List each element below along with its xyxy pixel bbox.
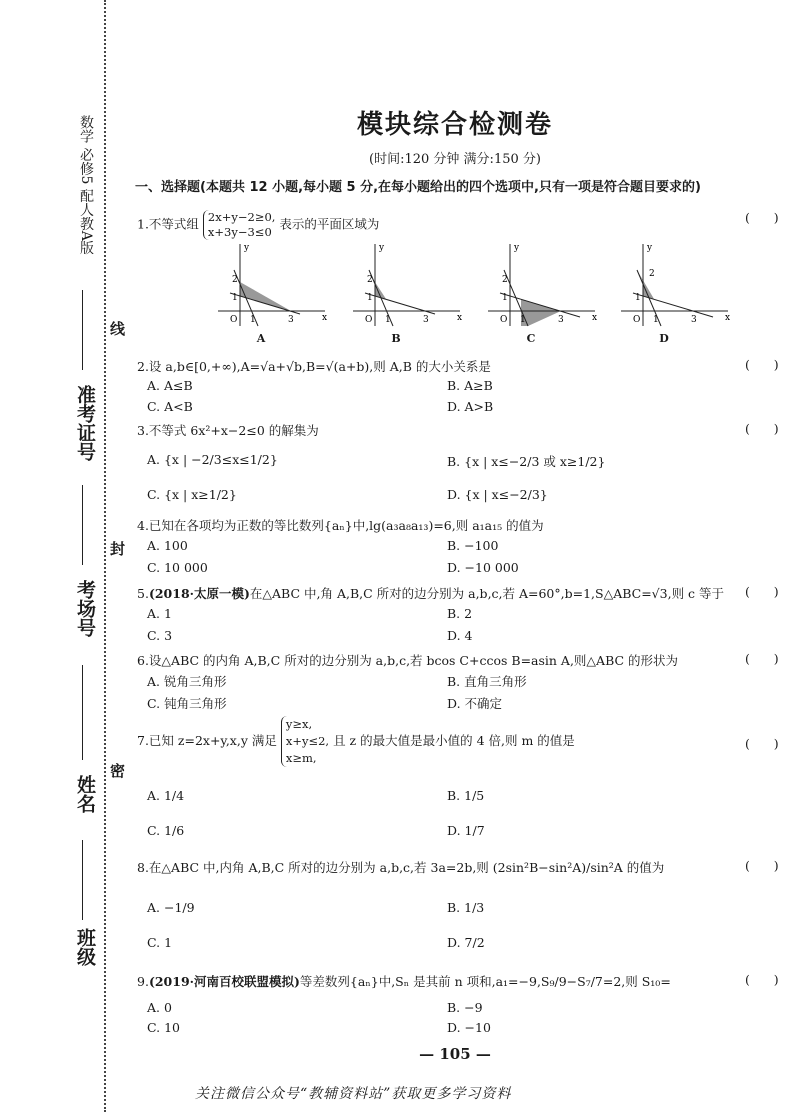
q5-number: 5. <box>137 586 149 601</box>
q1-tail: 表示的平面区域为 <box>279 216 380 232</box>
q2-option-a[interactable]: A. A≤B <box>147 378 193 393</box>
figure-b-x-tick-3: 3 <box>423 315 429 325</box>
figure-a-x-tick-3: 3 <box>288 315 294 325</box>
question-3: 3.不等式 6x²+x−2≤0 的解集为 <box>137 423 319 438</box>
figure-a-y-tick-2: 2 <box>232 275 238 285</box>
question-1 <box>137 210 379 240</box>
figure-c-y-label: y <box>514 243 520 253</box>
q4-option-c[interactable]: C. 10 000 <box>147 560 208 575</box>
q9-source: (2019·河南百校联盟模拟) <box>148 974 300 989</box>
q3-option-a[interactable]: A. {x | −2/3≤x≤1/2} <box>147 452 278 467</box>
figure-d-origin: O <box>633 315 641 325</box>
class-label: 班级 <box>74 928 96 966</box>
question-6: 6.设△ABC 的内角 A,B,C 所对的边分别为 a,b,c,若 bcos C+ccos B=asin A,则△ABC 的形状为 <box>137 653 679 668</box>
exam-room-field <box>72 580 99 637</box>
name-label: 姓名 <box>74 775 96 813</box>
q7-option-a[interactable]: A. 1/4 <box>147 788 185 803</box>
figure-d-y-label: y <box>647 243 653 253</box>
q7-ineq-2: x+y≤2, <box>285 734 330 748</box>
q7-option-b[interactable]: B. 1/5 <box>447 788 485 803</box>
q6-option-c[interactable]: C. 钝角三角形 <box>147 696 227 711</box>
q9-answer-blank[interactable]: ( ) <box>745 972 779 987</box>
q6-option-b[interactable]: B. 直角三角形 <box>447 674 527 689</box>
figure-b-y-tick-1: 1 <box>367 293 373 303</box>
q2-option-d[interactable]: D. A>B <box>447 399 494 414</box>
q7-option-d[interactable]: D. 1/7 <box>447 823 485 838</box>
q8-answer-blank[interactable]: ( ) <box>745 858 779 873</box>
seal-seal: 封 <box>110 540 126 558</box>
figure-a-y-tick-1: 1 <box>232 293 238 303</box>
exam-room-blank <box>82 485 83 565</box>
q1-ineq-1: 2x+y−2≥0, <box>207 210 276 224</box>
figure-a-label: A <box>256 332 266 345</box>
figure-d-line-2 <box>633 293 713 317</box>
q8-option-b[interactable]: B. 1/3 <box>447 900 485 915</box>
name-field <box>72 775 99 813</box>
q7-option-c[interactable]: C. 1/6 <box>147 823 185 838</box>
q5-stem: 在△ABC 中,角 A,B,C 所对的边分别为 a,b,c,若 A=60°,b=1,S△ABC=√3,则 c 等于 <box>249 586 725 601</box>
q9-stem: 等差数列{aₙ}中,Sₙ 是其前 n 项和,a₁=−9,S₉/9−S₇/7=2,则 S₁₀= <box>299 974 671 989</box>
figure-a-region <box>240 282 291 311</box>
figure-d-graph <box>613 240 733 330</box>
section-heading: 一、选择题(本题共 12 小题,每小题 5 分,在每小题给出的四个选项中,只有一项是符合题目要求的) <box>135 180 701 195</box>
figure-b-origin: O <box>365 315 373 325</box>
q9-option-a[interactable]: A. 0 <box>147 1000 172 1015</box>
exam-time-info: (时间:120 分钟 满分:150 分) <box>369 152 541 167</box>
figure-b-graph <box>345 240 465 330</box>
question-7 <box>137 716 575 767</box>
figure-b-y-tick-2: 2 <box>367 275 373 285</box>
figure-d-y-tick-1: 1 <box>635 293 641 303</box>
q4-option-a[interactable]: A. 100 <box>147 538 188 553</box>
q3-option-b[interactable]: B. {x | x≤−2/3 或 x≥1/2} <box>447 454 606 469</box>
q5-option-b[interactable]: B. 2 <box>447 606 473 621</box>
figure-c-x-tick-3: 3 <box>558 315 564 325</box>
q7-ineq-1: y≥x, <box>285 717 313 731</box>
q1-answer-blank[interactable]: ( ) <box>745 210 779 225</box>
q1-system <box>203 210 276 240</box>
figure-c-graph <box>480 240 600 330</box>
q2-option-c[interactable]: C. A<B <box>147 399 193 414</box>
q7-pre: 7.已知 z=2x+y,x,y 满足 <box>137 733 277 748</box>
figure-a-x-tick-1: 1 <box>250 315 256 325</box>
q2-answer-blank[interactable]: ( ) <box>745 357 779 372</box>
question-5 <box>137 584 724 602</box>
figure-c-origin: O <box>500 315 508 325</box>
question-2: 2.设 a,b∈[0,+∞),A=√a+√b,B=√(a+b),则 A,B 的大小关系是 <box>137 359 491 374</box>
figure-d-y-tick-2: 2 <box>649 269 655 279</box>
q5-answer-blank[interactable]: ( ) <box>745 584 779 599</box>
seal-line: 线 <box>110 320 126 338</box>
q7-system <box>281 716 329 767</box>
q5-source: (2018·太原一模) <box>148 586 250 601</box>
exam-number-field <box>72 385 99 461</box>
binding-dotted-line <box>104 0 106 1112</box>
page-title: 模块综合检测卷 <box>356 110 553 140</box>
q9-number: 9. <box>137 974 149 989</box>
q5-option-a[interactable]: A. 1 <box>147 606 172 621</box>
question-4: 4.已知在各项均为正数的等比数列{aₙ}中,lg(a₃a₈a₁₃)=6,则 a₁a₁₅ 的值为 <box>137 518 544 533</box>
exam-number-blank <box>82 290 83 370</box>
q1-stem: 1.不等式组 <box>137 216 199 232</box>
q8-option-d[interactable]: D. 7/2 <box>447 935 485 950</box>
q6-option-a[interactable]: A. 锐角三角形 <box>147 674 227 689</box>
figure-b-label: B <box>391 332 401 345</box>
q8-option-a[interactable]: A. −1/9 <box>147 900 195 915</box>
footer-note: 关注微信公众号“教辅资料站”获取更多学习资料 <box>195 1086 512 1102</box>
seal-secret: 密 <box>110 762 126 780</box>
q8-option-c[interactable]: C. 1 <box>147 935 173 950</box>
q1-ineq-2: x+3y−3≤0 <box>207 225 272 239</box>
question-9 <box>137 972 671 990</box>
class-field <box>72 928 99 966</box>
q6-option-d[interactable]: D. 不确定 <box>447 696 503 711</box>
q7-answer-blank[interactable]: ( ) <box>745 736 779 751</box>
q5-option-c[interactable]: C. 3 <box>147 628 173 643</box>
q3-option-d[interactable]: D. {x | x≤−2/3} <box>447 487 548 502</box>
q4-option-b[interactable]: B. −100 <box>447 538 499 553</box>
figure-d-label: D <box>659 332 669 345</box>
figure-a-origin: O <box>230 315 238 325</box>
figure-a-x-label: x <box>322 313 328 323</box>
figure-d-x-tick-1: 1 <box>653 315 659 325</box>
q2-option-b[interactable]: B. A≥B <box>447 378 493 393</box>
figure-c-region <box>521 299 561 326</box>
q4-option-d[interactable]: D. −10 000 <box>447 560 519 575</box>
q7-ineq-3: x≥m, <box>285 751 317 765</box>
q3-option-c[interactable]: C. {x | x≥1/2} <box>147 487 237 502</box>
exam-room-label: 考场号 <box>74 580 96 637</box>
figure-c-label: C <box>526 332 536 345</box>
class-blank <box>82 840 83 920</box>
q3-answer-blank[interactable]: ( ) <box>745 421 779 436</box>
figure-c-x-tick-1: 1 <box>520 315 526 325</box>
q9-option-d[interactable]: D. −10 <box>447 1020 491 1035</box>
figure-b-y-label: y <box>379 243 385 253</box>
figure-b-x-label: x <box>457 313 463 323</box>
figure-c-y-tick-2: 2 <box>502 275 508 285</box>
figure-a-graph <box>210 240 330 330</box>
figure-b-x-tick-1: 1 <box>385 315 391 325</box>
subject-label: 数学 必修5 配人教A版 <box>78 115 94 255</box>
q7-post: 且 z 的最大值是最小值的 4 倍,则 m 的值是 <box>333 733 575 748</box>
name-blank <box>82 665 83 760</box>
figure-d-x-tick-3: 3 <box>691 315 697 325</box>
q9-option-c[interactable]: C. 10 <box>147 1020 180 1035</box>
question-8: 8.在△ABC 中,内角 A,B,C 所对的边分别为 a,b,c,若 3a=2b,则 (2sin²B−sin²A)/sin²A 的值为 <box>137 860 665 875</box>
figure-a-y-label: y <box>244 243 250 253</box>
q6-answer-blank[interactable]: ( ) <box>745 651 779 666</box>
figure-d-x-label: x <box>725 313 731 323</box>
page-number: — 105 — <box>419 1045 491 1063</box>
figure-c-y-tick-1: 1 <box>502 293 508 303</box>
q5-option-d[interactable]: D. 4 <box>447 628 473 643</box>
q9-option-b[interactable]: B. −9 <box>447 1000 483 1015</box>
exam-number-label: 准考证号 <box>74 385 96 461</box>
figure-c-x-label: x <box>592 313 598 323</box>
